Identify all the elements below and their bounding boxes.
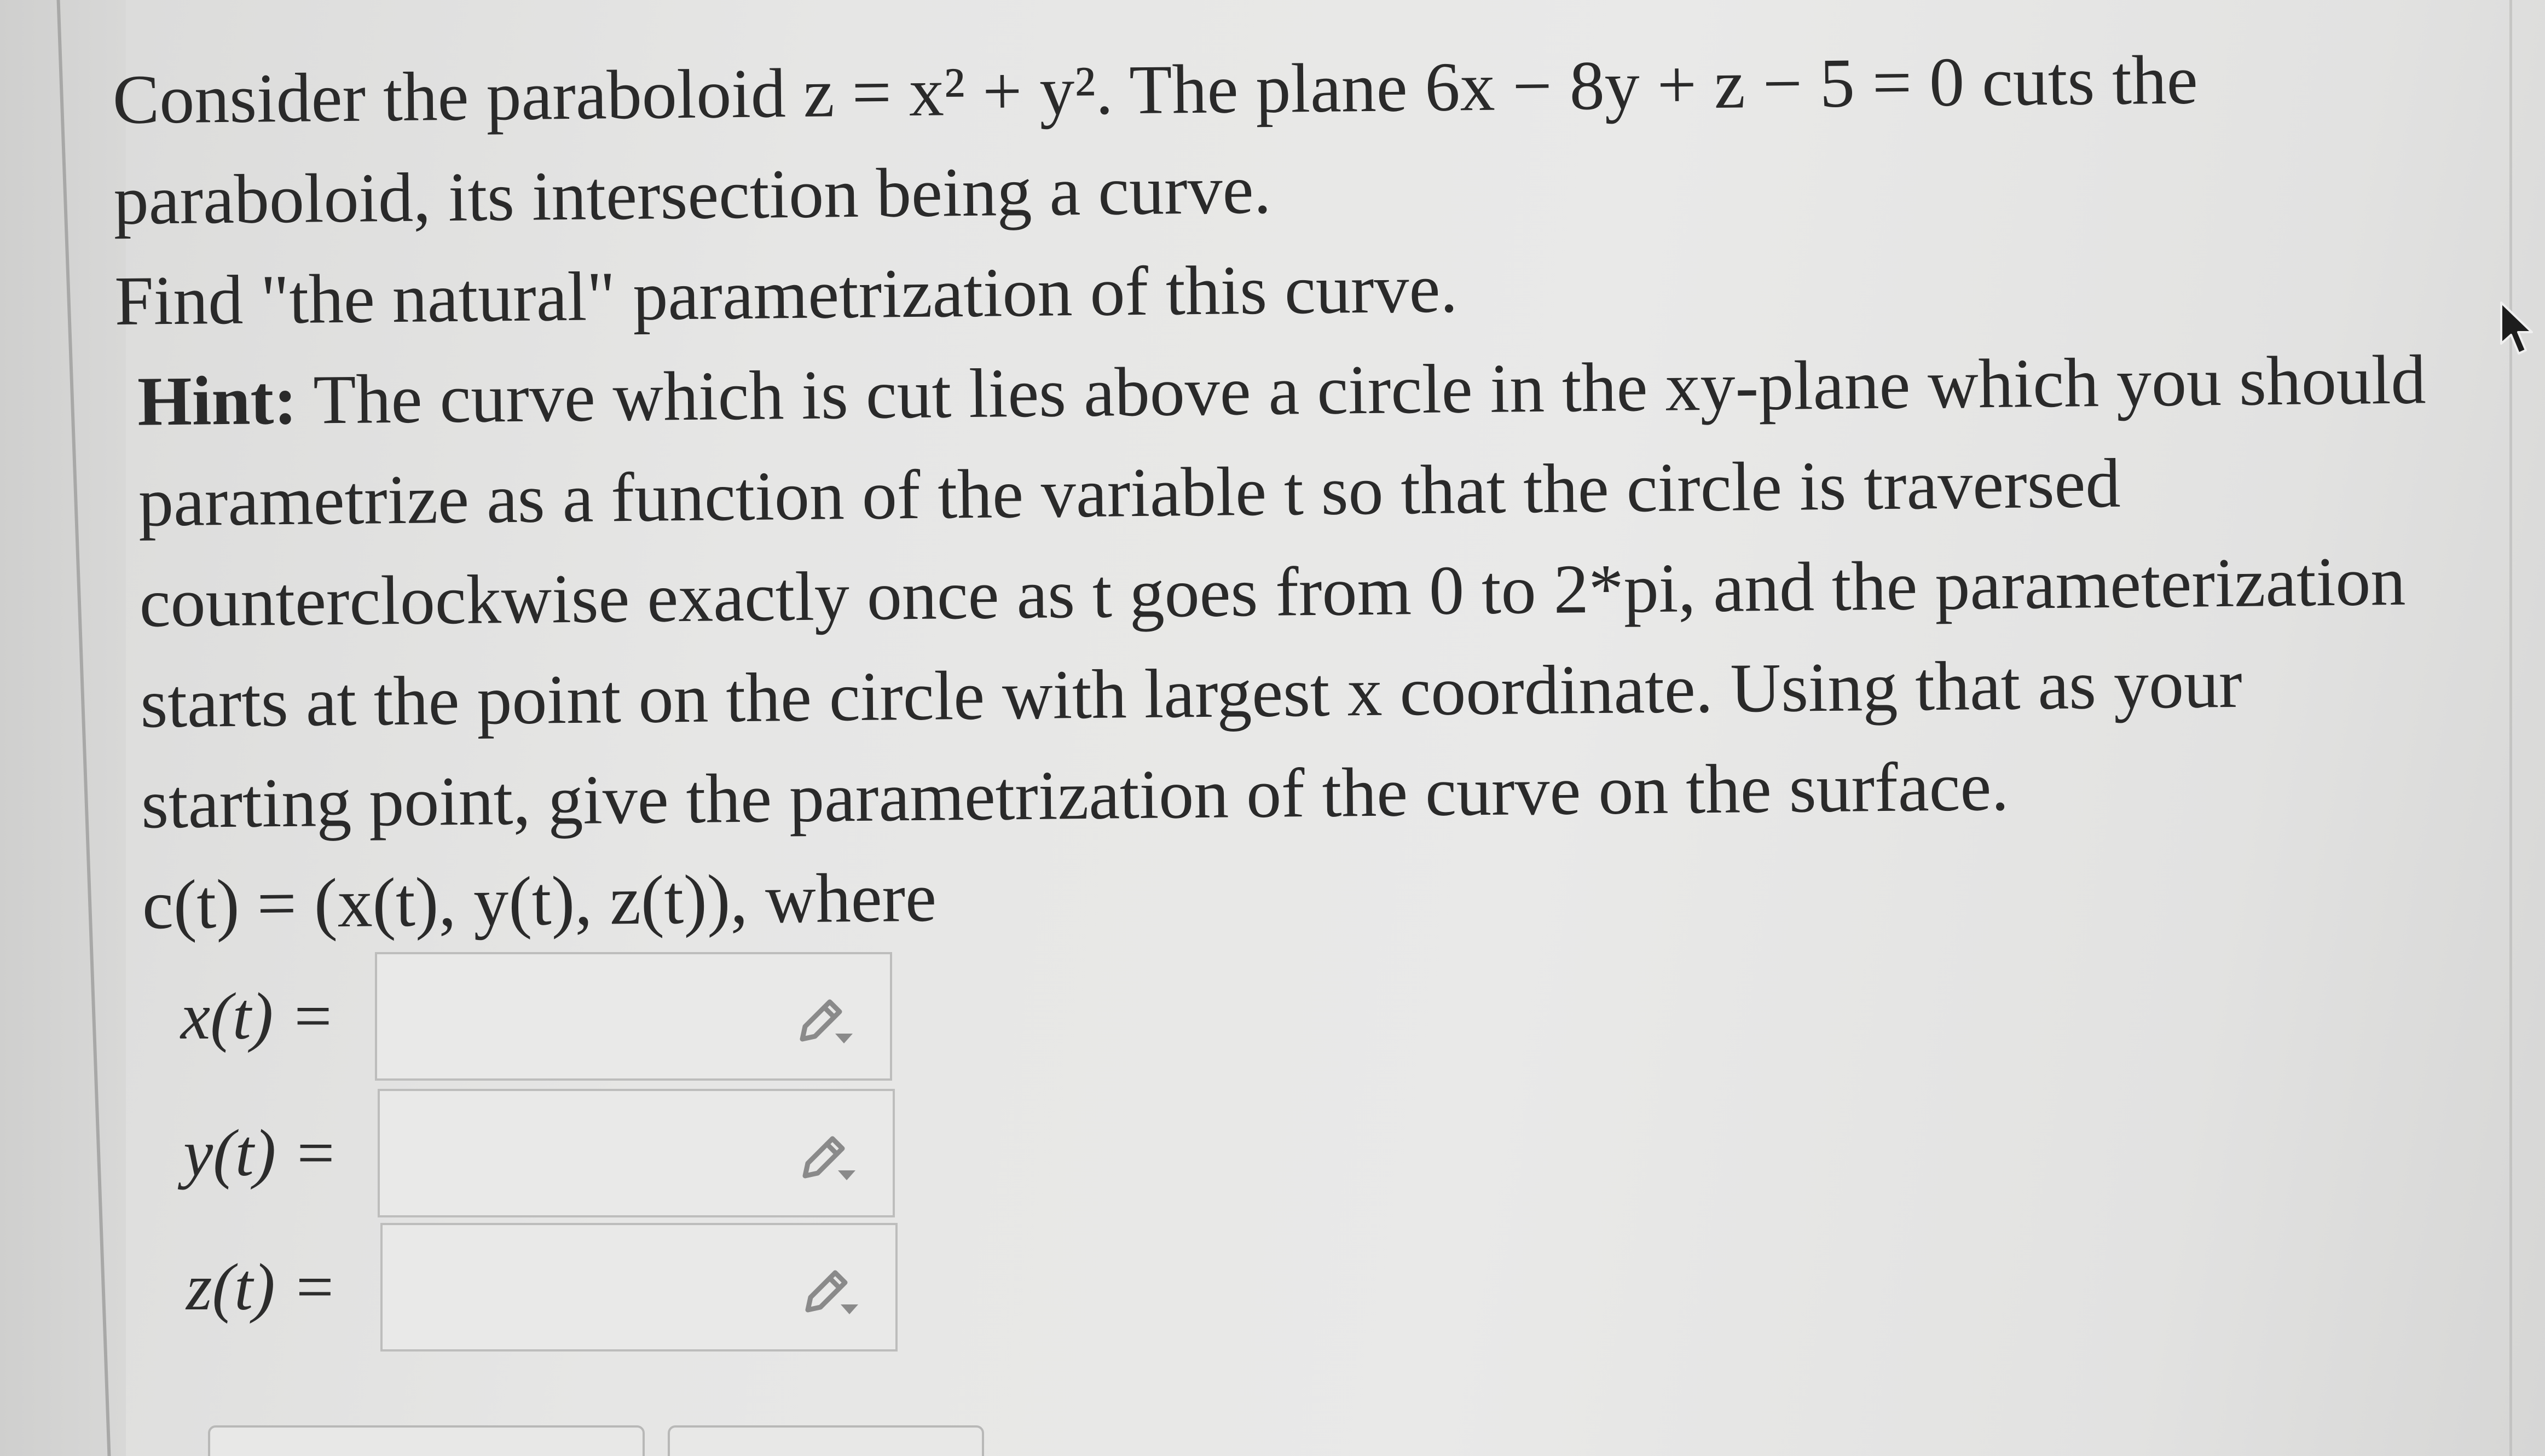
hint-label: Hint: xyxy=(137,361,298,440)
hint-line-2: parametrize as a function of the variable t so that the circle is traversed xyxy=(138,444,2121,541)
problem-line-2: paraboloid, its intersection being a curve. xyxy=(113,150,1272,239)
answer-label-x: x(t) = xyxy=(181,979,336,1053)
pencil-dropdown-icon[interactable] xyxy=(794,1129,860,1190)
answer-row-z xyxy=(186,1223,898,1351)
hint-line-4: starts at the point on the circle with largest x coordinate. Using that as your xyxy=(140,644,2243,742)
answer-label-y: y(t) = xyxy=(183,1116,338,1190)
answer-row-y xyxy=(183,1089,895,1217)
hint-block xyxy=(115,329,2474,955)
mouse-pointer-icon xyxy=(2496,300,2540,360)
secondary-button[interactable] xyxy=(668,1425,984,1456)
answer-label-z: z(t) = xyxy=(186,1250,337,1324)
hint-line-3: counterclockwise exactly once as t goes from 0 to 2*pi, and the parameterization xyxy=(139,542,2406,642)
submit-button[interactable] xyxy=(208,1425,645,1456)
right-divider xyxy=(2509,0,2512,1456)
answer-row-x xyxy=(181,952,892,1081)
pencil-dropdown-icon[interactable] xyxy=(791,993,857,1053)
answer-input-y[interactable] xyxy=(378,1089,895,1217)
pencil-dropdown-icon[interactable] xyxy=(797,1263,863,1324)
hint-line-5: starting point, give the parametrization of the curve on the surface. xyxy=(141,747,2009,843)
problem-line-3: Find "the natural" parametrization of this curve. xyxy=(114,249,1458,340)
problem-line-1: Consider the paraboloid z = x² + y². The plane 6x − 8y + z − 5 = 0 cuts the xyxy=(112,40,2199,138)
answer-input-x[interactable] xyxy=(375,952,892,1081)
left-gutter xyxy=(0,0,126,1456)
answer-input-z[interactable] xyxy=(380,1223,898,1351)
curve-definition: c(t) = (x(t), y(t), z(t)), where xyxy=(142,858,937,944)
hint-text-1: The curve which is cut lies above a circle in the xy-plane which you should xyxy=(297,340,2427,439)
problem-statement xyxy=(112,27,2474,955)
